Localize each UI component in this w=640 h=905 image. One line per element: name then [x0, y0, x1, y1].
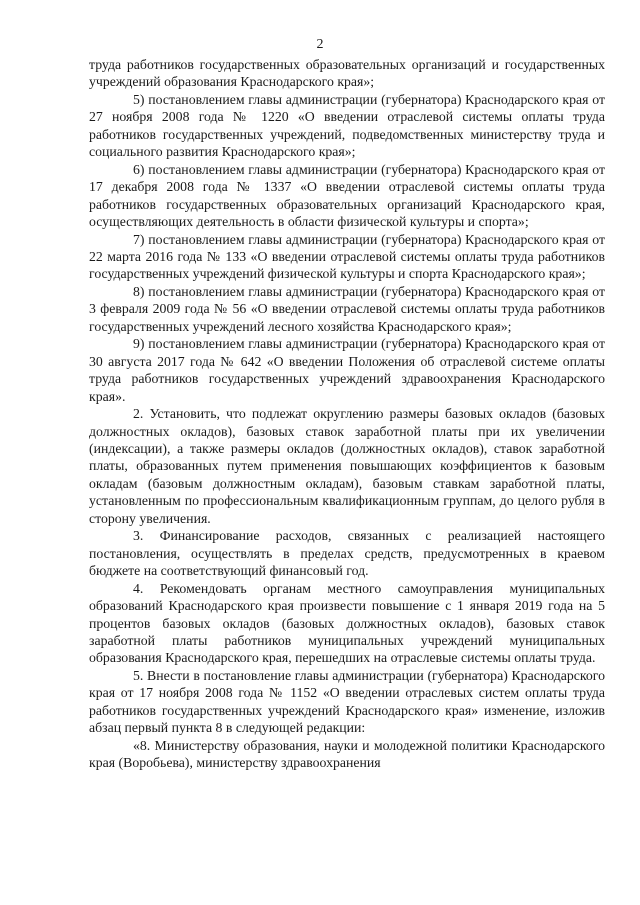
paragraph-continuation: труда работников государственных образовательных организаций и государственных учреждений образования Краснодарского края»; — [89, 57, 605, 90]
paragraph-clause-2: 2. Установить, что подлежат округлению размеры базовых окладов (базовых должностных окладов), базовых ставок заработной платы при их увеличении (индексации), а также размеры окладов (должностных окладов), ставок заработной платы, образованных путем применения повышающих коэффициентов к базовым окладам (базовым должностным окладам), базовым ставкам заработной платы, установленным по профессиональным квалификационным группам, до целого рубля в сторону увеличения. — [89, 406, 605, 526]
page-number: 2 — [316, 37, 324, 52]
paragraph-clause-4: 4. Рекомендовать органам местного самоуправления муниципальных образований Краснодарского края произвести повышение с 1 января 2019 года на 5 процентов базовых окладов (базовых должностных окладов), базовых ставок заработной платы работников муниципальных учреждений муниципальных образования Краснодарского края, перешедших на отраслевые системы оплаты труда. — [89, 580, 605, 666]
document-body — [89, 56, 605, 772]
paragraph-item-7: 7) постановлением главы администрации (губернатора) Краснодарского края от 22 марта 2016 года № 133 «О введении отраслевой системы оплаты труда работников государственных учреждений физической культуры и спорта Краснодарского края»; — [89, 231, 605, 282]
paragraph-item-5: 5) постановлением главы администрации (губернатора) Краснодарского края от 27 ноября 2008 года № 1220 «О введении отраслевой системы оплаты труда работников государственных учреждений, подведомственных министерству труда и социального развития Краснодарского края»; — [89, 91, 605, 160]
paragraph-clause-3: 3. Финансирование расходов, связанных с реализацией настоящего постановления, осуществлять в пределах средств, предусмотренных в краевом бюджете на соответствующий финансовый год. — [89, 528, 605, 579]
paragraph-clause-5: 5. Внести в постановление главы администрации (губернатора) Краснодарского края от 17 ноября 2008 года № 1152 «О введении отраслевых систем оплаты труда работников государственных учреждений Краснодарского края» изменение, изложив абзац первый пункта 8 в следующей редакции: — [89, 667, 605, 736]
paragraph-item-6: 6) постановлением главы администрации (губернатора) Краснодарского края от 17 декабря 2008 года № 1337 «О введении отраслевой системы оплаты труда работников государственных образовательных организаций Краснодарского края, осуществляющих деятельность в области физической культуры и спорта»; — [89, 161, 605, 230]
paragraph-item-9: 9) постановлением главы администрации (губернатора) Краснодарского края от 30 августа 2017 года № 642 «О введении Положения об отраслевой системе оплаты труда работников государственных учреждений здравоохранения Краснодарского края». — [89, 336, 605, 404]
paragraph-item-8: 8) постановлением главы администрации (губернатора) Краснодарского края от 3 февраля 2009 года № 56 «О введении отраслевой системы оплаты труда работников государственных учреждений лесного хозяйства Краснодарского края»; — [89, 283, 605, 334]
paragraph-clause-8-quote: «8. Министерству образования, науки и молодежной политики Краснодарского края (Воробьева), министерству здравоохранения — [89, 737, 605, 771]
